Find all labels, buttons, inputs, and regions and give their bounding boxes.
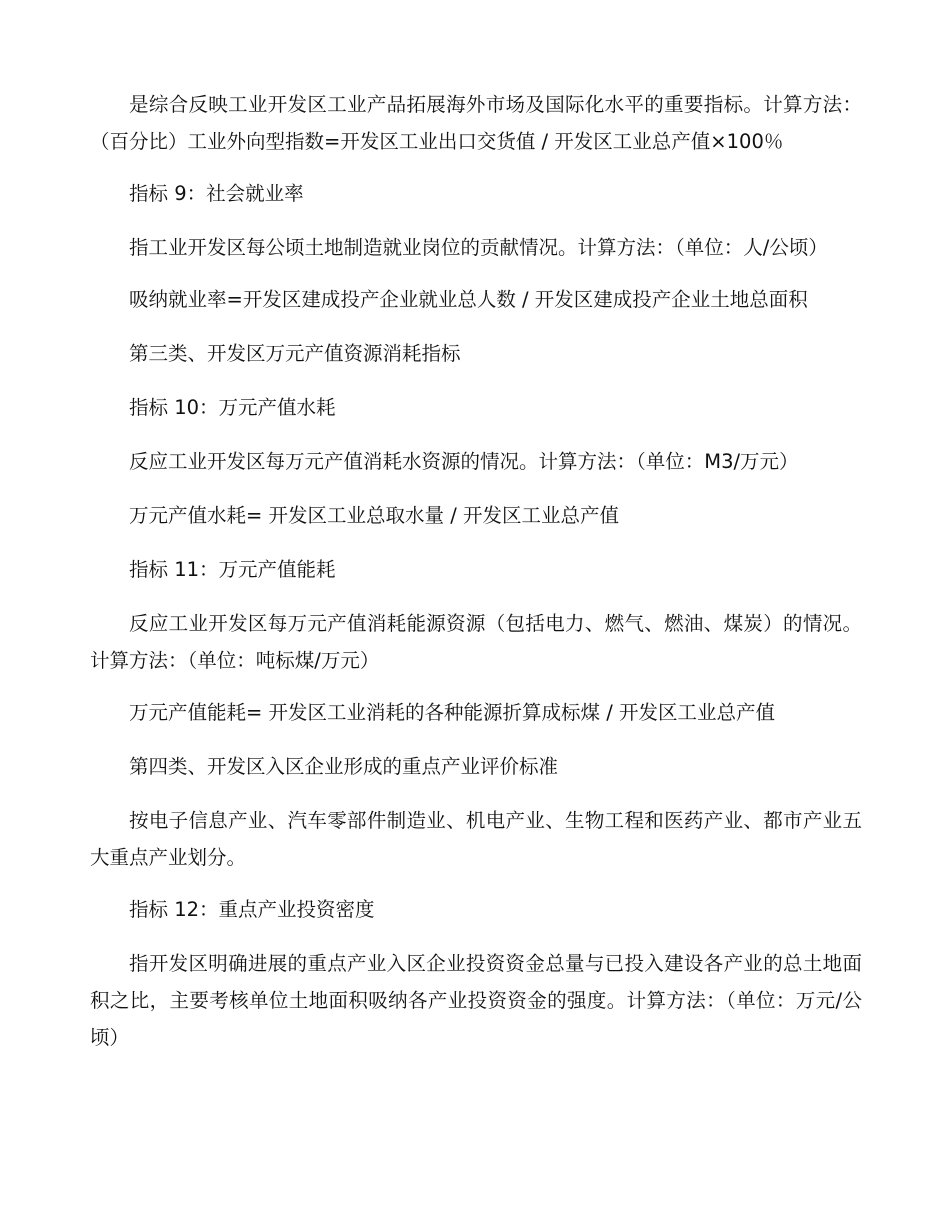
paragraph-employment-definition: 指工业开发区每公顷土地制造就业岗位的贡献情况。计算方法：（单位：人/公顷）: [129, 236, 828, 259]
document-body: [90, 86, 862, 1071]
paragraph-energy-definition: 反应工业开发区每万元产值消耗能源资源（包括电力、燃气、燃油、煤炭）的情况。计算方法：（单位：吨标煤/万元）: [90, 612, 862, 672]
formula-employment-rate: 吸纳就业率=开发区建成投产企业就业总人数 / 开发区建成投产企业土地总面积: [129, 288, 808, 311]
heading-indicator-12: 指标 12：重点产业投资密度: [129, 898, 375, 921]
heading-category-3: 第三类、开发区万元产值资源消耗指标: [129, 342, 461, 365]
paragraph-water-definition: 反应工业开发区每万元产值消耗水资源的情况。计算方法：（单位：M3/万元）: [129, 450, 799, 473]
paragraph-key-industries: 按电子信息产业、汽车零部件制造业、机电产业、生物工程和医药产业、都市产业五大重点产业划分。: [90, 809, 862, 869]
formula-water-consumption: 万元产值水耗= 开发区工业总取水量 / 开发区工业总产值: [129, 504, 620, 527]
paragraph-investment-density: 指开发区明确进展的重点产业入区企业投资资金总量与已投入建设各产业的总土地面积之比，主要考核单位土地面积吸纳各产业投资资金的强度。计算方法：（单位：万元/公顷）: [90, 952, 862, 1049]
paragraph-export-index: 是综合反映工业开发区工业产品拓展海外市场及国际化水平的重要指标。计算方法：（百分比）工业外向型指数=开发区工业出口交货值 / 开发区工业总产值×100％: [90, 93, 862, 153]
heading-category-4: 第四类、开发区入区企业形成的重点产业评价标准: [129, 755, 559, 778]
heading-indicator-10: 指标 10：万元产值水耗: [129, 396, 336, 419]
formula-energy-consumption: 万元产值能耗= 开发区工业消耗的各种能源折算成标煤 / 开发区工业总产值: [129, 701, 776, 724]
heading-indicator-9: 指标 9：社会就业率: [129, 182, 304, 205]
heading-indicator-11: 指标 11：万元产值能耗: [129, 558, 336, 581]
